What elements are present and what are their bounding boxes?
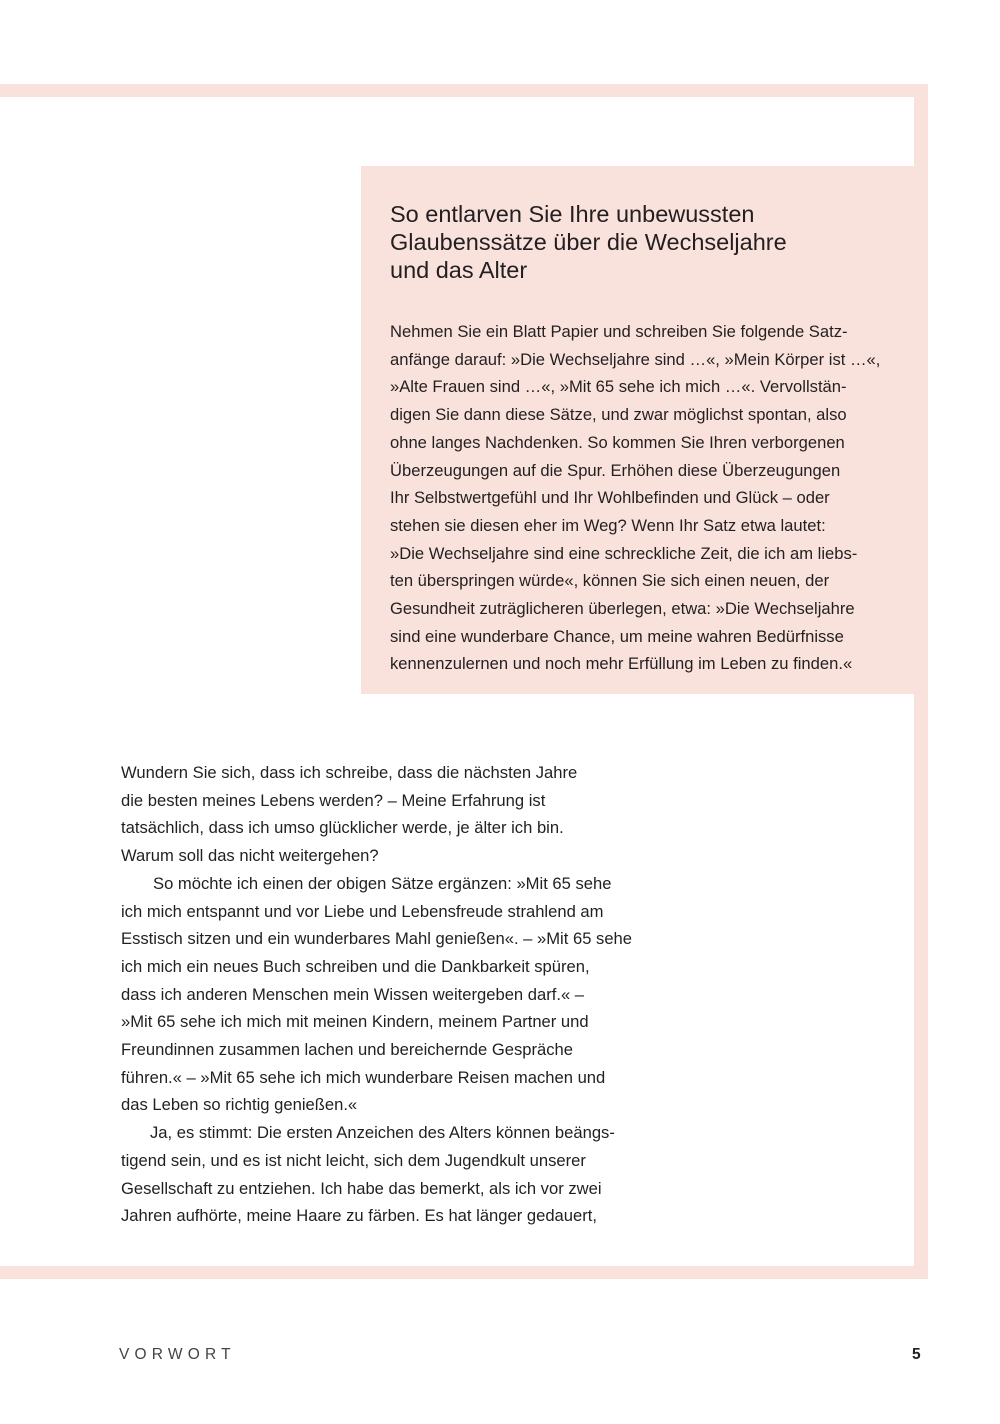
- tip-title-line: und das Alter: [390, 257, 528, 283]
- body-line: Gesellschaft zu entziehen. Ich habe das bemerkt, als ich vor zwei: [121, 1178, 602, 1198]
- tip-title-line: Glaubenssätze über die Wechseljahre: [390, 229, 787, 255]
- body-line: ich mich entspannt und vor Liebe und Lebensfreude strahlend am: [121, 901, 604, 921]
- running-footer-section: VORWORT: [119, 1346, 236, 1363]
- body-line: tatsächlich, dass ich umso glücklicher werde, je älter ich bin.: [121, 818, 564, 838]
- body-line: Wundern Sie sich, dass ich schreibe, dass die nächsten Jahre: [121, 763, 578, 782]
- body-line: Warum soll das nicht weitergehen?: [121, 846, 379, 866]
- body-line: Esstisch sitzen und ein wunderbares Mahl genießen«. – »Mit 65 sehe: [121, 929, 633, 949]
- tip-text-line: Nehmen Sie ein Blatt Papier und schreiben Sie folgende Satz-: [390, 322, 848, 341]
- body-line: Freundinnen zusammen lachen und bereichernde Gespräche: [121, 1040, 574, 1060]
- body-line: Ja, es stimmt: Die ersten Anzeichen des Alters können beängs-: [150, 1123, 615, 1143]
- tip-text-line: »Alte Frauen sind …«, »Mit 65 sehe ich mich …«. Vervollstän-: [390, 377, 847, 397]
- page-number: 5: [912, 1346, 921, 1363]
- tip-title-line: So entlarven Sie Ihre unbewussten: [390, 201, 755, 227]
- body-line: dass ich anderen Menschen mein Wissen weitergeben darf.« –: [121, 984, 585, 1004]
- tip-text-line: ohne langes Nachdenken. So kommen Sie Ihren verborgenen: [390, 432, 845, 452]
- body-line: Jahren aufhörte, meine Haare zu färben. Es hat länger gedauert,: [121, 1206, 597, 1226]
- tip-text-line: Überzeugungen auf die Spur. Erhöhen diese Überzeugungen: [390, 460, 841, 480]
- tip-text-line: anfänge darauf: »Die Wechseljahre sind …«, »Mein Körper ist …«,: [390, 349, 881, 369]
- body-line: So möchte ich einen der obigen Sätze ergänzen: »Mit 65 sehe: [153, 873, 612, 893]
- tip-text-line: stehen sie diesen eher im Weg? Wenn Ihr Satz etwa lautet:: [390, 515, 826, 535]
- body-line: das Leben so richtig genießen.«: [121, 1095, 358, 1115]
- tip-box-title: [390, 200, 908, 284]
- tip-box: [361, 166, 928, 694]
- tip-text-line: digen Sie dann diese Sätze, und zwar möglichst spontan, also: [390, 405, 847, 425]
- body-line: ich mich ein neues Buch schreiben und die Dankbarkeit spüren,: [121, 956, 590, 976]
- body-text: [121, 759, 681, 1230]
- body-line: tigend sein, und es ist nicht leicht, sich dem Jugendkult unserer: [121, 1150, 586, 1170]
- body-line: »Mit 65 sehe ich mich mit meinen Kindern, meinem Partner und: [121, 1012, 589, 1032]
- tip-text-line: kennenzulernen und noch mehr Erfüllung im Leben zu finden.«: [390, 654, 853, 674]
- body-line: die besten meines Lebens werden? – Meine Erfahrung ist: [121, 790, 546, 810]
- tip-text-line: sind eine wunderbare Chance, um meine wahren Bedürfnisse: [390, 626, 844, 646]
- decorative-frame-bottom: [0, 1266, 928, 1279]
- tip-text-line: Gesundheit zuträglicheren überlegen, etwa: »Die Wechseljahre: [390, 599, 855, 619]
- tip-text-line: Ihr Selbstwertgefühl und Ihr Wohlbefinden und Glück – oder: [390, 488, 830, 508]
- tip-text-line: »Die Wechseljahre sind eine schreckliche Zeit, die ich am liebs-: [390, 543, 858, 563]
- tip-box-text: [390, 318, 908, 678]
- decorative-frame-top: [0, 84, 928, 97]
- tip-text-line: ten überspringen würde«, können Sie sich einen neuen, der: [390, 571, 830, 591]
- body-line: führen.« – »Mit 65 sehe ich mich wunderbare Reisen machen und: [121, 1067, 606, 1087]
